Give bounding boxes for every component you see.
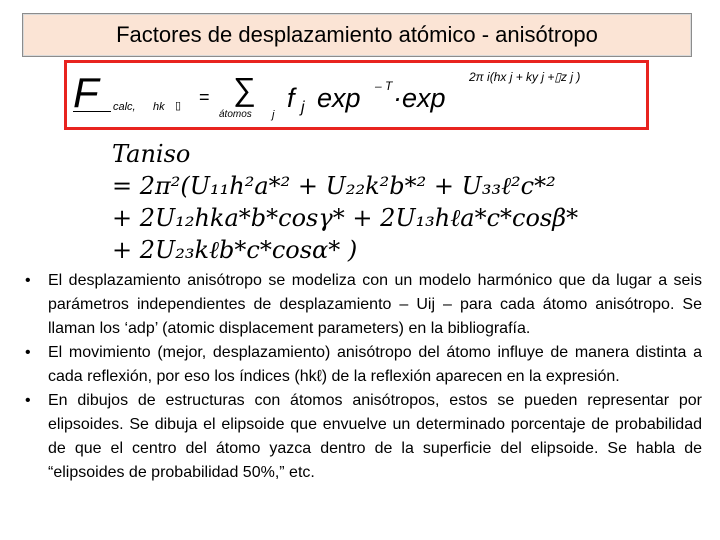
bullet-item [22,269,702,341]
formula-underline [73,111,111,112]
formula-j1: j [272,109,275,121]
formula-calc-sub: calc, [113,101,136,113]
bullet-text: El desplazamiento anisótropo se modeliza con un modelo harmónico que da lugar a seis parámetros independientes de desplazamiento – Uij – para cada átomo anisótropo. Se llaman los ‘adp’ (atomic displacement parameters) en la bibliografía. [48,272,702,337]
formula-atomos: átomos [219,109,252,120]
formula-hk-sub: hk [153,101,165,113]
bullet-dot-icon: • [25,344,31,361]
bullet-text: En dibujos de estructuras con átomos anisótropos, estos se pueden representar por elipsoides. Se dibuja el elipsoide que envuelve un determinado porcentaje de probabilidad de que el centro del átomo yazca dentro de la superficie del elipsoide. Se habla de “elipsoides de probabilidad 50%,” etc. [48,392,702,481]
slide-title-bar [22,13,692,57]
formula-minus-T: – T [375,79,393,93]
equation-line-2: = 2π²(U₁₁h²a*² + U₂₂k²b*² + U₃₃ℓ²c*² [112,172,556,200]
equation-line-4: + 2U₂₃kℓb*c*cosα* ) [112,236,358,264]
formula-dot-exp: ·exp [393,83,446,113]
equation-line-3: + 2U₁₂hka*b*cosγ* + 2U₁₃hℓa*c*cosβ* [112,204,579,232]
bullet-dot-icon: • [25,392,31,409]
formula-exp1: exp [317,83,361,113]
formula-equals: = [199,87,210,107]
formula-sigma: ∑ [233,71,256,107]
structure-factor-formula [64,60,649,130]
formula-f: f [287,83,295,113]
formula-F: F [73,69,99,116]
bullet-list [22,269,702,485]
bullet-item [22,341,702,389]
bullet-dot-icon: • [25,272,31,289]
formula-box-sym: ▯ [175,100,182,112]
formula-j2: j [301,99,305,116]
bullet-text: El movimiento (mejor, desplazamiento) anisótropo del átomo influye de manera distinta a cada reflexión, por eso los índices (hkℓ) de la reflexión aparecen en la expresión. [48,344,702,385]
bullet-item [22,389,702,485]
slide-title: Factores de desplazamiento atómico - anisótropo [116,22,598,47]
formula-exponent: 2π i(hx j + ky j +▯z j ) [469,70,581,84]
equation-line-1: Taniso [112,140,191,168]
